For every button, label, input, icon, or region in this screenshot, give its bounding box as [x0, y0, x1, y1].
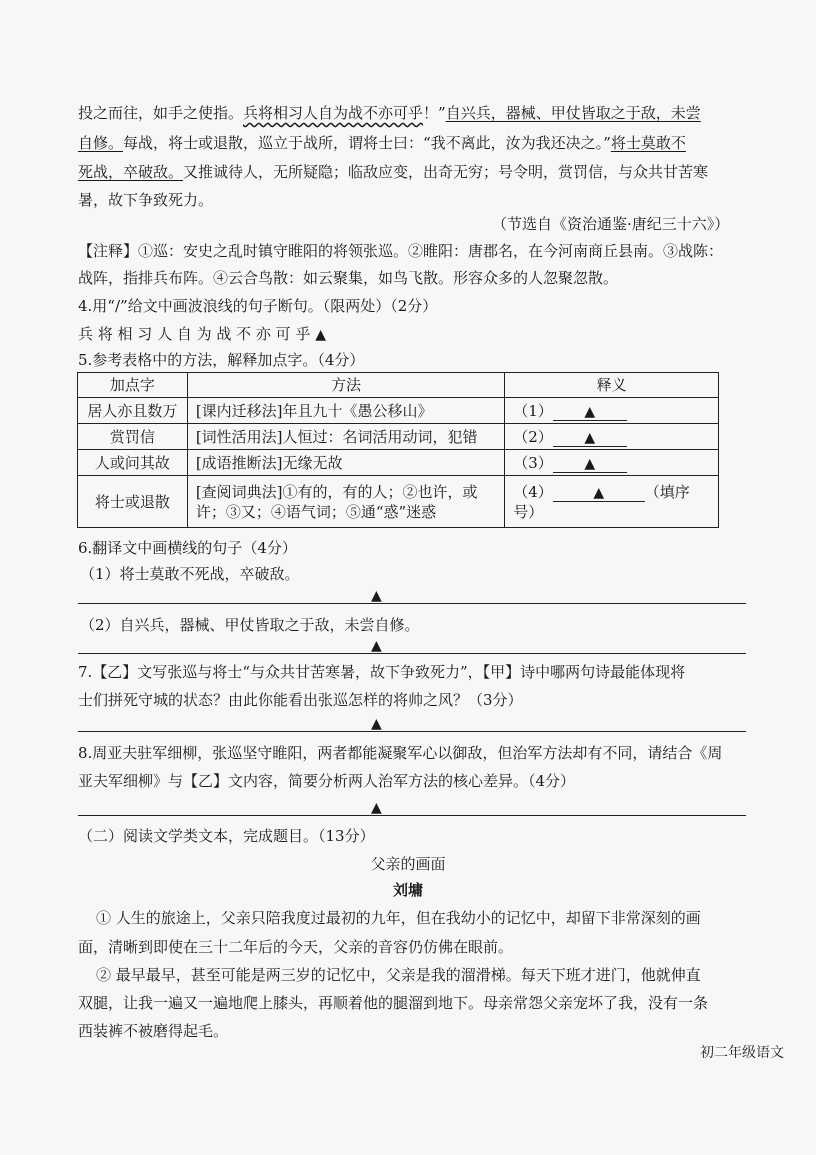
table-row: [78, 424, 719, 450]
method-cell: [查阅词典法]①有的，有的人；②也许，或 许；③又；④语气词；⑤通“惑”迷惑: [187, 476, 504, 528]
answer-mark-icon: ▲: [584, 403, 596, 420]
underlined-sentence-2: 自兴兵，器械、甲仗皆取之于敌，未尝: [445, 104, 701, 122]
underlined-sentence-1: 将士莫敢不: [610, 134, 686, 152]
answer-blank[interactable]: [553, 403, 627, 421]
paragraph-1-line-1: ① 人生的旅途上，父亲只陪我度过最初的九年，但在我幼小的记忆中，却留下非常深刻的画: [96, 909, 701, 927]
passage-line-4: 暑，故下争致死力。: [78, 191, 214, 209]
table-row: [78, 476, 719, 528]
section2-heading: （二）阅读文学类文本，完成题目。（13分）: [78, 827, 375, 845]
answer-mark-icon: ▲: [584, 455, 596, 472]
q5-table: [77, 372, 719, 528]
answer-line[interactable]: [78, 603, 746, 604]
q6-item-1: （1）将士莫敢不死战，卒破敌。: [80, 565, 300, 583]
answer-mark-icon: ▲: [371, 800, 382, 816]
header-cell: 加点字: [78, 373, 188, 398]
answer-mark-icon: ▲: [371, 638, 382, 654]
q5-prompt: 5.参考表格中的方法，解释加点字。（4分）: [78, 351, 365, 369]
answer-mark-icon: ▲: [584, 429, 596, 446]
header-cell: 释义: [505, 373, 719, 398]
paragraph-2-line-3: 西装裤不被磨得起毛。: [78, 1022, 229, 1040]
answer-line[interactable]: [78, 731, 746, 732]
q7-line-1: 7.【乙】文写张巡与将士“与众共甘苦寒暑，故下争致死力”，【甲】诗中哪两句诗最能体现将: [78, 663, 686, 681]
header-cell: 方法: [187, 373, 504, 398]
method-cell: [课内迁移法]年且九十《愚公移山》: [187, 398, 504, 424]
word-cell: 将士或退散: [78, 476, 188, 528]
q6-item-2: （2）自兴兵，器械、甲仗皆取之于敌，未尝自修。: [80, 616, 420, 634]
notes-line-2: 战阵，指排兵布阵。④云合鸟散：如云聚集，如鸟飞散。形容众多的人忽聚忽散。: [78, 269, 619, 287]
answer-mark-icon: ▲: [371, 716, 382, 732]
word-cell: 居人亦且数万: [78, 398, 188, 424]
answer-mark-icon: ▲: [371, 588, 382, 604]
word-cell: 赏罚信: [78, 424, 188, 450]
q6-prompt: 6.翻译文中画横线的句子（4分）: [78, 539, 297, 557]
answer-line[interactable]: [78, 653, 746, 654]
q7-line-2: 士们拼死守城的状态？由此你能看出张巡怎样的将帅之风？（3分）: [78, 691, 523, 709]
answer-cell: （3） ▲: [505, 450, 719, 476]
answer-mark-icon: ▲: [315, 327, 327, 343]
answer-blank[interactable]: [553, 455, 627, 473]
answer-cell: （1） ▲: [505, 398, 719, 424]
table-row: [78, 450, 719, 476]
method-cell: [成语推断法]无缘无故: [187, 450, 504, 476]
q4-sentence: 兵 将 相 习 人 自 为 战 不 亦 可 乎 ▲: [78, 325, 327, 343]
paragraph-2-line-1: ② 最早最早，甚至可能是两三岁的记忆中，父亲是我的溜滑梯。每天下班才进门，他就伸直: [96, 966, 701, 984]
article-title: 父亲的画面: [370, 855, 446, 873]
passage-source: （节选自《资治通鉴·唐纪三十六》）: [492, 215, 730, 233]
q8-line-1: 8.周亚夫驻军细柳，张巡坚守睢阳，两者都能凝聚军心以御敌，但治军方法却有不同，请结合《周: [78, 744, 723, 762]
wavy-sentence: 兵将相习人自为战不亦可乎: [243, 104, 424, 122]
answer-mark-icon: ▲: [593, 484, 605, 501]
notes-line-1: 【注释】①巡：安史之乱时镇守睢阳的将领张巡。②睢阳：唐郡名，在今河南商丘县南。③战陈：: [78, 242, 724, 260]
method-cell: [词性活用法]人恒过：名词活用动词，犯错: [187, 424, 504, 450]
passage-line-1: 投之而往，如手之使指。兵将相习人自为战不亦可乎！”自兴兵，器械、甲仗皆取之于敌，未尝: [78, 104, 701, 122]
word-cell: 人或问其故: [78, 450, 188, 476]
passage-line-2: 自修。每战，将士或退散，巡立于战所，谓将士曰：“我不离此，汝为我还决之。”将士莫敢不: [78, 134, 686, 152]
answer-blank[interactable]: [553, 484, 645, 502]
table-header-row: [78, 373, 719, 398]
answer-cell: （2） ▲: [505, 424, 719, 450]
article-author: 刘墉: [392, 881, 423, 899]
q8-line-2: 亚夫军细柳》与【乙】文内容，简要分析两人治军方法的核心差异。（4分）: [78, 772, 576, 790]
paragraph-1-line-2: 面，清晰到即使在三十二年后的今天，父亲的音容仍仿佛在眼前。: [78, 938, 514, 956]
page-footer: 初二年级语文: [700, 1044, 784, 1060]
answer-blank[interactable]: [553, 429, 627, 447]
q4-prompt: 4.用“/”给文中画波浪线的句子断句。（限两处）（2分）: [78, 297, 438, 315]
answer-cell: （4） ▲ （填序号）: [505, 476, 719, 528]
table-row: [78, 398, 719, 424]
answer-line[interactable]: [78, 815, 746, 816]
passage-line-3: 死战，卒破敌。又推诚待人，无所疑隐；临敌应变，出奇无穷；号令明，赏罚信，与众共甘苦寒: [78, 163, 709, 181]
paragraph-2-line-2: 双腿，让我一遍又一遍地爬上膝头，再顺着他的腿溜到地下。母亲常怨父亲宠坏了我，没有一条: [78, 994, 709, 1012]
